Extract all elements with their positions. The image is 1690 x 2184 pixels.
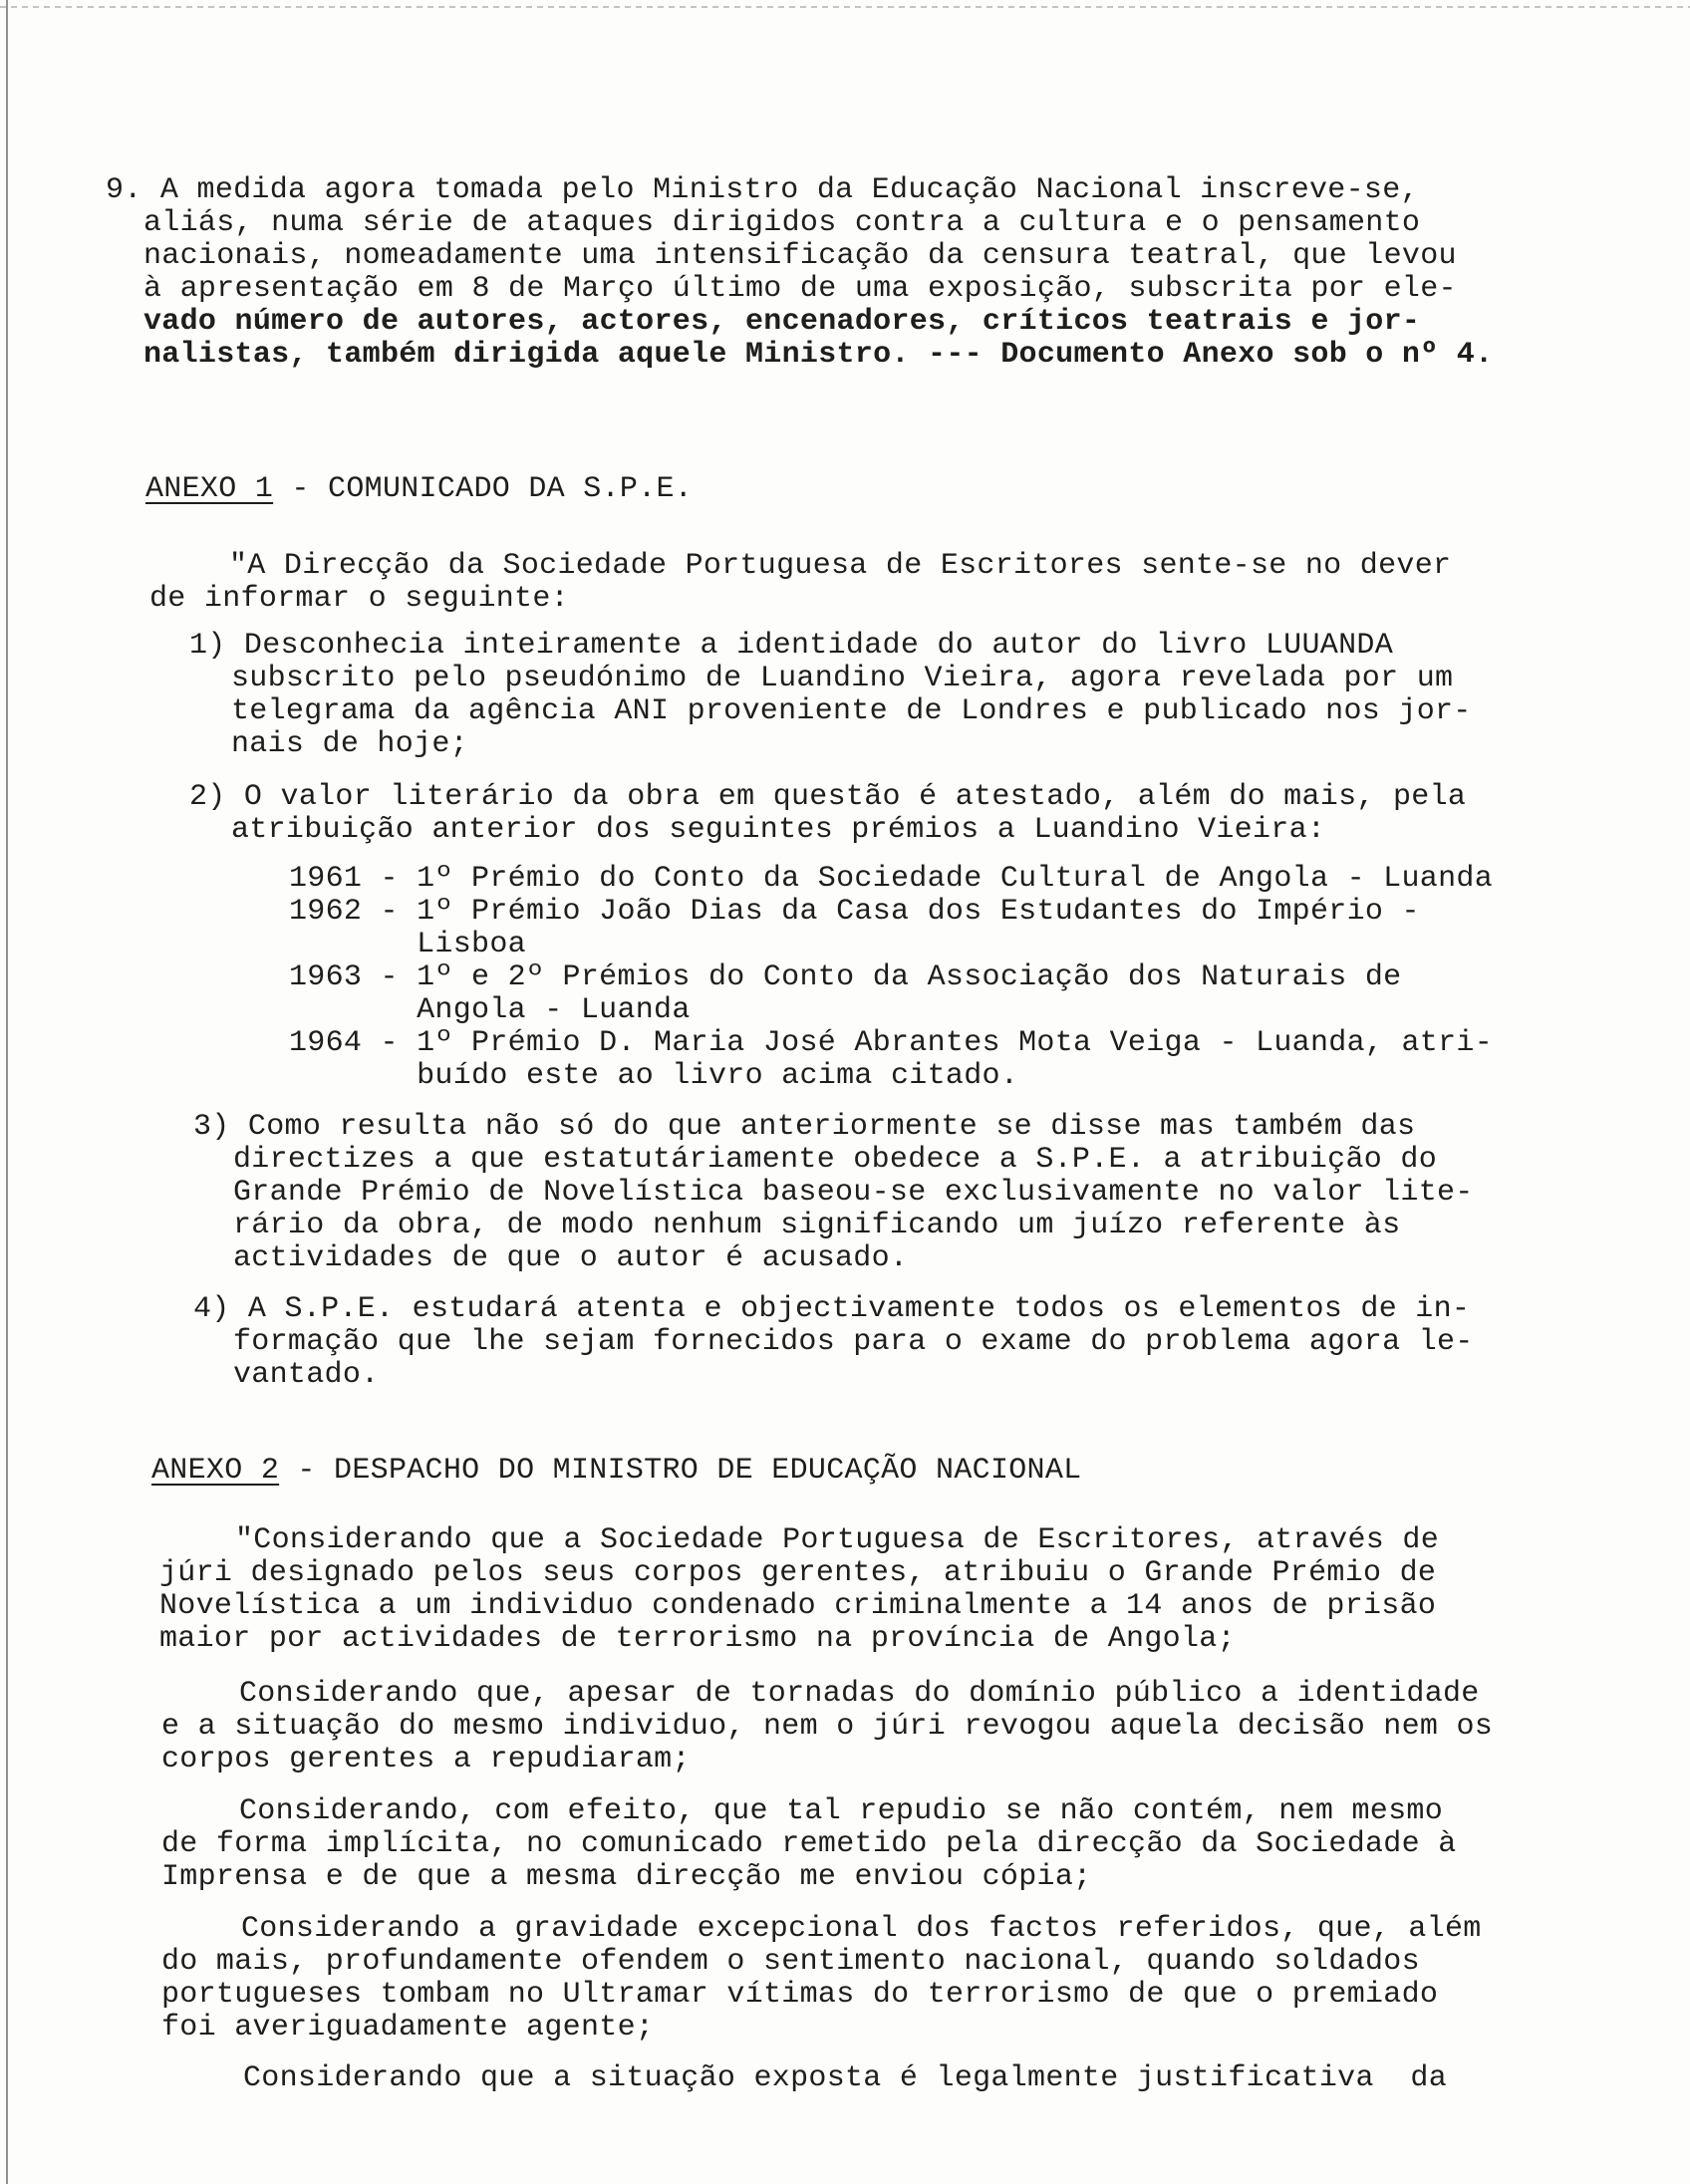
point-line: directizes a que estatutáriamente obedece a S.P.E. a atribuição do	[233, 1143, 1437, 1177]
annex-2-line: Considerando que a situação exposta é legalmente justificativa da	[243, 2061, 1447, 2095]
point-line: 3) Como resulta não só do que anteriormente se disse mas também das	[193, 1110, 1416, 1144]
point-line: Grande Prémio de Novelística baseou-se exclusivamente no valor lite-	[233, 1176, 1474, 1210]
page-left-edge	[6, 0, 8, 2184]
prize-line: 1963 - 1º e 2º Prémios do Conto da Associação dos Naturais de	[289, 960, 1402, 994]
item-9-line: à apresentação em 8 de Março último de uma exposição, subscrita por ele-	[143, 272, 1457, 306]
prize-line: Lisboa	[289, 928, 526, 961]
annex-1-heading	[145, 473, 693, 506]
annex-2-line: e a situação do mesmo individuo, nem o júri revogou aquela decisão nem os	[161, 1710, 1494, 1744]
annex-1-intro-line: "A Direcção da Sociedade Portuguesa de Escritores sente-se no dever	[229, 549, 1452, 583]
prize-line: 1962 - 1º Prémio João Dias da Casa dos Estudantes do Império -	[289, 895, 1420, 929]
annex-2-line: "Considerando que a Sociedade Portuguesa de Escritores, através de	[235, 1523, 1439, 1557]
annex-2-heading	[151, 1455, 1081, 1488]
point-line: telegrama da agência ANI proveniente de Londres e publicado nos jor-	[231, 694, 1472, 728]
point-line: subscrito pelo pseudónimo de Luandino Vieira, agora revelada por um	[231, 662, 1454, 695]
item-9-line: nacionais, nomeadamente uma intensificação da censura teatral, que levou	[143, 239, 1457, 273]
point-line: 2) O valor literário da obra em questão é atestado, além do mais, pela	[189, 780, 1467, 814]
annex-2-line: Novelística a um individuo condenado criminalmente a 14 anos de prisão	[159, 1589, 1437, 1623]
annex-1-title: - COMUNICADO DA S.P.E.	[273, 472, 694, 506]
annex-1-intro-line: de informar o seguinte:	[149, 582, 569, 616]
prize-line: buído este ao livro acima citado.	[289, 1059, 1019, 1093]
annex-2-line: Considerando a gravidade excepcional dos factos referidos, que, além	[241, 1912, 1482, 1946]
point-line: actividades de que o autor é acusado.	[233, 1241, 909, 1275]
item-9-line: 9. A medida agora tomada pelo Ministro da Educação Nacional inscreve-se,	[106, 173, 1419, 207]
point-line: 4) A S.P.E. estudará atenta e objectivamente todos os elementos de in-	[193, 1292, 1471, 1326]
point-line: rário da obra, de modo nenhum significando um juízo referente às	[233, 1209, 1401, 1242]
annex-1-label: ANEXO 1	[145, 472, 274, 506]
annex-2-line: maior por actividades de terrorismo na província de Angola;	[159, 1622, 1236, 1656]
point-line: nais de hoje;	[231, 727, 468, 761]
point-line: vantado.	[233, 1358, 380, 1392]
item-9-line: vado número de autores, actores, encenadores, críticos teatrais e jor-	[143, 305, 1421, 339]
prize-line: 1964 - 1º Prémio D. Maria José Abrantes Mota Veiga - Luanda, atri-	[289, 1026, 1493, 1060]
annex-2-label: ANEXO 2	[151, 1454, 280, 1488]
annex-2-title: - DESPACHO DO MINISTRO DE EDUCAÇÃO NACIONAL	[279, 1454, 1082, 1488]
item-9-line: nalistas, também dirigida aquele Ministro. --- Documento Anexo sob o nº 4.	[143, 338, 1494, 372]
page-top-edge	[0, 6, 1690, 8]
annex-2-line: do mais, profundamente ofendem o sentimento nacional, quando soldados	[161, 1945, 1420, 1979]
prize-line: 1961 - 1º Prémio do Conto da Sociedade Cultural de Angola - Luanda	[289, 862, 1493, 896]
annex-2-line: corpos gerentes a repudiaram;	[161, 1743, 691, 1776]
annex-2-line: de forma implícita, no comunicado remetido pela direcção da Sociedade à	[161, 1827, 1457, 1861]
annex-2-line: Considerando, com efeito, que tal repudio se não contém, nem mesmo	[239, 1794, 1443, 1828]
point-line: formação que lhe sejam fornecidos para o exame do problema agora le-	[233, 1325, 1474, 1359]
annex-2-line: Considerando que, apesar de tornadas do domínio público a identidade	[239, 1677, 1480, 1711]
annex-2-line: júri designado pelos seus corpos gerentes, atribuiu o Grande Prémio de	[159, 1556, 1437, 1590]
point-line: 1) Desconhecia inteiramente a identidade do autor do livro LUUANDA	[189, 629, 1393, 663]
annex-2-line: portugueses tombam no Ultramar vítimas do terrorismo de que o premiado	[161, 1978, 1439, 2012]
point-line: atribuição anterior dos seguintes prémios a Luandino Vieira:	[231, 813, 1326, 847]
annex-2-line: Imprensa e de que a mesma direcção me enviou cópia;	[161, 1860, 1092, 1894]
annex-2-line: foi averiguadamente agente;	[161, 2011, 655, 2045]
item-9-line: aliás, numa série de ataques dirigidos contra a cultura e o pensamento	[143, 206, 1421, 240]
prize-line: Angola - Luanda	[289, 993, 691, 1027]
